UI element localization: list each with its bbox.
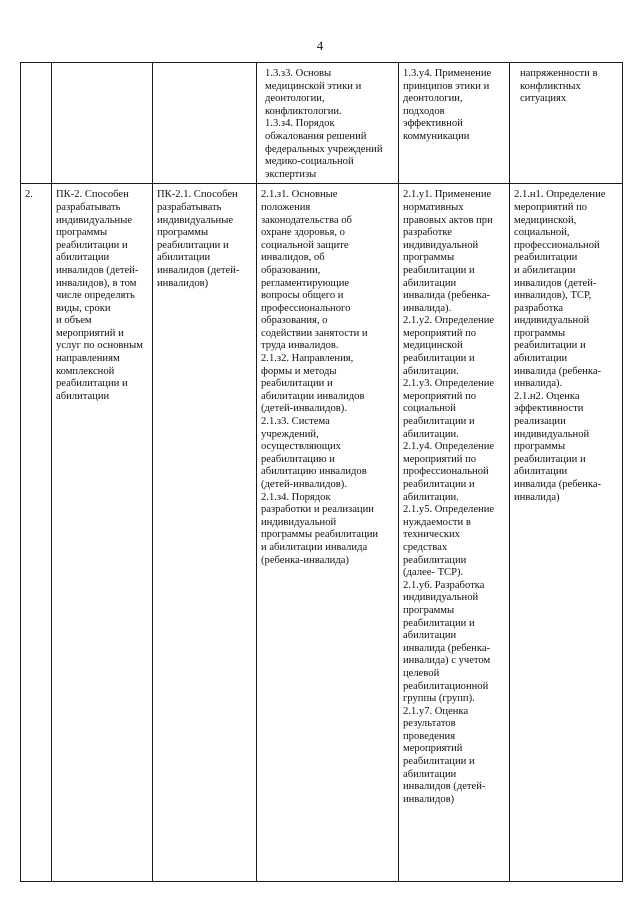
- practice-cell: напряженности в конфликтных ситуациях: [510, 63, 623, 184]
- page-number: 4: [316, 38, 324, 53]
- table-row: [21, 63, 623, 184]
- competency-cell: ПК-2. Способен разрабатывать индивидуальные программы реабилитации и абилитации инвалидов (детей- инвалидов), в том числе определять виды, сроки и объем мероприятий и услуг по основным направлениям комплексной реабилитации и абилитации: [52, 184, 153, 882]
- practice-cell: 2.1.н1. Определение мероприятий по медицинской, социальной, профессиональной реабилитации и абилитации инвалидов (детей- инвалидов), ТСР, разработка индивидуальной программы реабилитации и абилитации инвалида (ребенка- инвалида). 2.1.н2. Оценка эффективности реализации индивидуальной программы реабилитации и абилитации инвалида (ребенка- инвалида): [510, 184, 623, 882]
- indicator-cell: [153, 63, 257, 184]
- competency-cell: [52, 63, 153, 184]
- indicator-cell: ПК-2.1. Способен разрабатывать индивидуальные программы реабилитации и абилитации инвалидов (детей- инвалидов): [153, 184, 257, 882]
- row-number-cell: 2.: [21, 184, 52, 882]
- row-number-cell: [21, 63, 52, 184]
- knowledge-cell: 1.3.з3. Основы медицинской этики и деонтологии, конфликтологии. 1.3.з4. Порядок обжалования решений федеральных учреждений медико-социальной экспертизы: [257, 63, 399, 184]
- skills-cell: 2.1.у1. Применение нормативных правовых актов при разработке индивидуальной программы реабилитации и абилитации инвалида (ребенка- инвалида). 2.1.у2. Определение мероприятий по медицинской реабилитации и абилитации. 2.1.у3. Определение мероприятий по социальной реабилитации и абилитации. 2.1.у4. Определение мероприятий по профессиональной реабилитации и абилитации. 2.1.у5. Определение нуждаемости в технических средствах реабилитации (далее- ТСР). 2.1.у6. Разработка индивидуальной программы реабилитации и абилитации инвалида (ребенка- инвалида) с учетом целевой реабилитационной группы (групп). 2.1.у7. Оценка результатов проведения мероприятий реабилитации и абилитации инвалидов (детей- инвалидов): [399, 184, 510, 882]
- table-row: [21, 184, 623, 882]
- skills-cell: 1.3.у4. Применение принципов этики и деонтологии, подходов эффективной коммуникации: [399, 63, 510, 184]
- knowledge-cell: 2.1.з1. Основные положения законодательства об охране здоровья, о социальной защите инвалидов, об образовании, регламентирующие вопросы общего и профессионального образования, о содействии занятости и труда инвалидов. 2.1.з2. Направления, формы и методы реабилитации и абилитации инвалидов (детей-инвалидов). 2.1.з3. Система учреждений, осуществляющих реабилитацию и абилитацию инвалидов (детей-инвалидов). 2.1.з4. Порядок разработки и реализации индивидуальной программы реабилитации и абилитации инвалида (ребенка-инвалида): [257, 184, 399, 882]
- competency-table: [20, 62, 623, 882]
